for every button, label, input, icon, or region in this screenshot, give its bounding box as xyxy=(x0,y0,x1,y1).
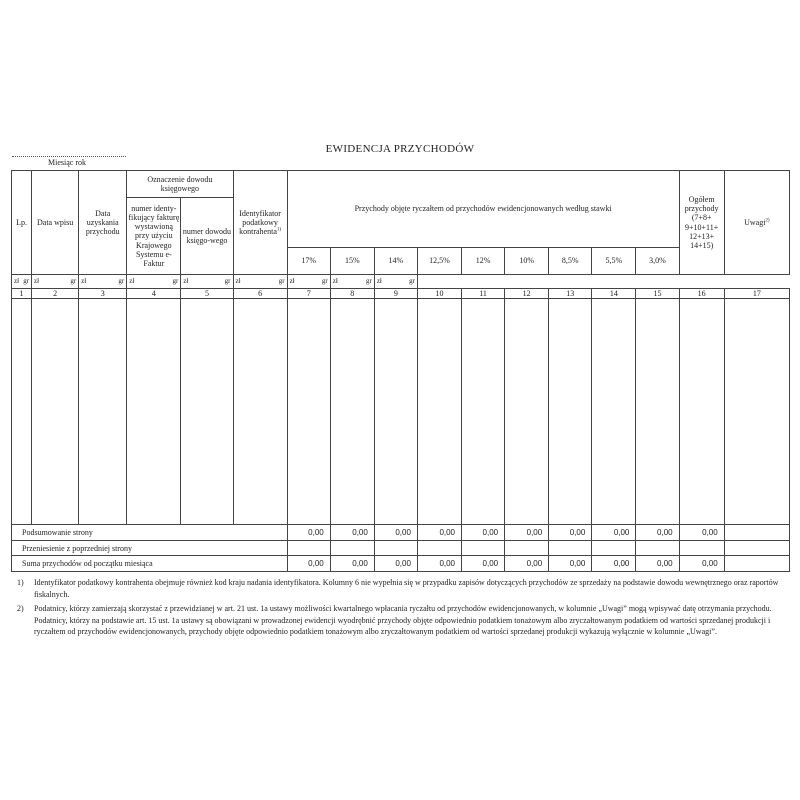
header-lp: Lp. xyxy=(12,171,32,275)
rate-header: 14% xyxy=(374,248,417,275)
summary-label: Suma przychodów od początku miesiąca xyxy=(12,556,288,572)
summary-uwagi xyxy=(724,525,789,541)
summary-value: 0,00 xyxy=(287,525,330,541)
summary-value xyxy=(374,541,417,556)
zl-label: zł xyxy=(129,277,135,286)
zl-gr-cell xyxy=(12,275,32,289)
entry-cell xyxy=(12,299,32,525)
rate-header: 5,5% xyxy=(592,248,636,275)
footnote xyxy=(17,577,790,600)
header-ogolem: Ogółem przychody (7+8+ 9+10+11+ 12+13+ 14+15) xyxy=(679,171,724,275)
entry-cell xyxy=(79,299,127,525)
zl-gr-cell xyxy=(79,275,127,289)
summary-value xyxy=(679,541,724,556)
column-number: 3 xyxy=(79,289,127,299)
income-register-table xyxy=(11,170,790,572)
gr-label: gr xyxy=(409,277,415,286)
column-number: 6 xyxy=(233,289,287,299)
footnote-marker: 2) xyxy=(17,604,24,614)
summary-value xyxy=(417,541,461,556)
entry-cell xyxy=(374,299,417,525)
zl-gr-cell xyxy=(330,275,374,289)
column-number: 10 xyxy=(417,289,461,299)
column-number: 14 xyxy=(592,289,636,299)
entry-cell xyxy=(636,299,679,525)
zl-label: zł xyxy=(235,277,241,286)
month-year-label: Miesiąc rok xyxy=(48,158,86,167)
summary-value: 0,00 xyxy=(549,556,592,572)
column-number: 2 xyxy=(32,289,79,299)
footnote-text: Identyfikator podatkowy kontrahenta obejmuje również kod kraju nadania identyfikatora. Kolumny 6 nie wypełnia się w przypadku zapisów dotyczących przychodów ze sprzedaży na podstawie dowodu wewnętrznego oraz raportów fiskalnych. xyxy=(34,578,779,599)
summary-value xyxy=(287,541,330,556)
column-number: 5 xyxy=(181,289,233,299)
summary-value xyxy=(505,541,549,556)
entry-cell xyxy=(127,299,181,525)
gr-label: gr xyxy=(118,277,125,286)
entry-cell xyxy=(679,299,724,525)
gr-label: gr xyxy=(224,277,231,286)
header-numer-ksef: numer identy-fikujący fakturę wystawioną przy użyciu Krajowego Systemu e-Faktur xyxy=(127,198,181,275)
entry-cell xyxy=(181,299,233,525)
entry-cell xyxy=(233,299,287,525)
header-numer-dowodu: numer dowodu księgo-wego xyxy=(181,198,233,275)
zl-gr-cell xyxy=(287,275,330,289)
summary-value: 0,00 xyxy=(417,556,461,572)
summary-value: 0,00 xyxy=(636,556,679,572)
zl-label: zł xyxy=(332,277,338,286)
summary-value: 0,00 xyxy=(505,525,549,541)
summary-uwagi xyxy=(724,541,789,556)
header-identyfikator: Identyfikator podatkowy kontrahenta$^{1)}$ xyxy=(233,171,287,275)
zl-label: zł xyxy=(34,277,40,286)
zl-label: zł xyxy=(183,277,189,286)
gr-label: gr xyxy=(23,277,30,286)
summary-value: 0,00 xyxy=(679,525,724,541)
summary-value: 0,00 xyxy=(462,556,505,572)
footnote xyxy=(17,603,790,638)
summary-value xyxy=(592,541,636,556)
header-data-uzyskania: Data uzyskania przychodu xyxy=(79,171,127,275)
summary-value: 0,00 xyxy=(330,525,374,541)
column-number: 8 xyxy=(330,289,374,299)
header-data-wpisu: Data wpisu xyxy=(32,171,79,275)
gr-label: gr xyxy=(321,277,328,286)
column-number: 15 xyxy=(636,289,679,299)
rate-header: 8,5% xyxy=(549,248,592,275)
summary-value: 0,00 xyxy=(636,525,679,541)
summary-uwagi xyxy=(724,556,789,572)
zl-gr-cell xyxy=(181,275,233,289)
summary-value: 0,00 xyxy=(330,556,374,572)
column-number: 16 xyxy=(679,289,724,299)
summary-value: 0,00 xyxy=(549,525,592,541)
summary-value: 0,00 xyxy=(417,525,461,541)
column-number: 4 xyxy=(127,289,181,299)
summary-value xyxy=(462,541,505,556)
column-number: 13 xyxy=(549,289,592,299)
zl-label: zł xyxy=(289,277,295,286)
column-number: 9 xyxy=(374,289,417,299)
column-number: 1 xyxy=(12,289,32,299)
summary-label: Przeniesienie z poprzedniej strony xyxy=(12,541,288,556)
gr-label: gr xyxy=(278,277,285,286)
rate-header: 3,0% xyxy=(636,248,679,275)
gr-label: gr xyxy=(172,277,179,286)
zl-label: zł xyxy=(81,277,87,286)
entry-cell xyxy=(330,299,374,525)
zl-label: zł xyxy=(14,277,20,286)
entry-cell xyxy=(592,299,636,525)
summary-value xyxy=(549,541,592,556)
column-number: 12 xyxy=(505,289,549,299)
summary-value: 0,00 xyxy=(592,525,636,541)
gr-label: gr xyxy=(365,277,372,286)
summary-value xyxy=(330,541,374,556)
summary-value: 0,00 xyxy=(679,556,724,572)
column-number: 17 xyxy=(724,289,789,299)
footnote-marker: 1) xyxy=(17,578,24,587)
footnote-text: Podatnicy, którzy zamierzają skorzystać z przewidzianej w art. 21 ust. 1a ustawy możliwości kwartalnego wpłacania ryczałtu od przychodów ewidencjonowanych, w kolumnie „Uwagi” mogą wpisywać datę otrzymania przychodu. Podatnicy, którzy na podstawie art. 15 ust. 1a ustawy są obowiązani w prowadzonej ewidencji wyodrębnić przychody objęte odpowiednio podatkiem tonażowym albo zryczałtowanym podatkiem od wartości sprzedanej produkcji i ryczałtem od przychodów ewidencjonowanych, przychody objęte odpowiednio podatkiem tonażowym albo zryczałtowanym podatkiem od wartości sprzedanej produkcji wykazują wyłącznie w kolumnie „Uwagi”. xyxy=(34,604,772,637)
rate-header: 15% xyxy=(330,248,374,275)
entry-cell xyxy=(417,299,461,525)
header-uwagi: Uwagi$^{2)}$ xyxy=(724,171,789,275)
entry-cell xyxy=(462,299,505,525)
gr-label: gr xyxy=(70,277,77,286)
summary-value: 0,00 xyxy=(374,525,417,541)
page-title: EWIDENCJA PRZYCHODÓW xyxy=(325,143,475,155)
summary-value xyxy=(636,541,679,556)
rate-header: 17% xyxy=(287,248,330,275)
summary-value: 0,00 xyxy=(462,525,505,541)
footnotes xyxy=(17,577,790,641)
zl-gr-cell xyxy=(127,275,181,289)
entry-cell xyxy=(505,299,549,525)
header-oznaczenie-dowodu: Oznaczenie dowodu księgowego xyxy=(127,171,233,198)
summary-value: 0,00 xyxy=(374,556,417,572)
entry-cell xyxy=(287,299,330,525)
rate-header: 12% xyxy=(462,248,505,275)
zl-gr-cell xyxy=(233,275,287,289)
month-dotted-line xyxy=(12,156,126,157)
header-przychody-stawki: Przychody objęte ryczałtem od przychodów ewidencjonowanych według stawki xyxy=(287,171,679,248)
entry-cell xyxy=(724,299,789,525)
entry-cell xyxy=(32,299,79,525)
entry-cell xyxy=(549,299,592,525)
zl-gr-cell xyxy=(32,275,79,289)
column-number: 7 xyxy=(287,289,330,299)
zl-label: zł xyxy=(376,277,382,286)
summary-value: 0,00 xyxy=(505,556,549,572)
summary-label: Podsumowanie strony xyxy=(12,525,288,541)
rate-header: 12,5% xyxy=(417,248,461,275)
zl-gr-cell xyxy=(374,275,417,289)
summary-value: 0,00 xyxy=(287,556,330,572)
column-number: 11 xyxy=(462,289,505,299)
rate-header: 10% xyxy=(505,248,549,275)
summary-value: 0,00 xyxy=(592,556,636,572)
